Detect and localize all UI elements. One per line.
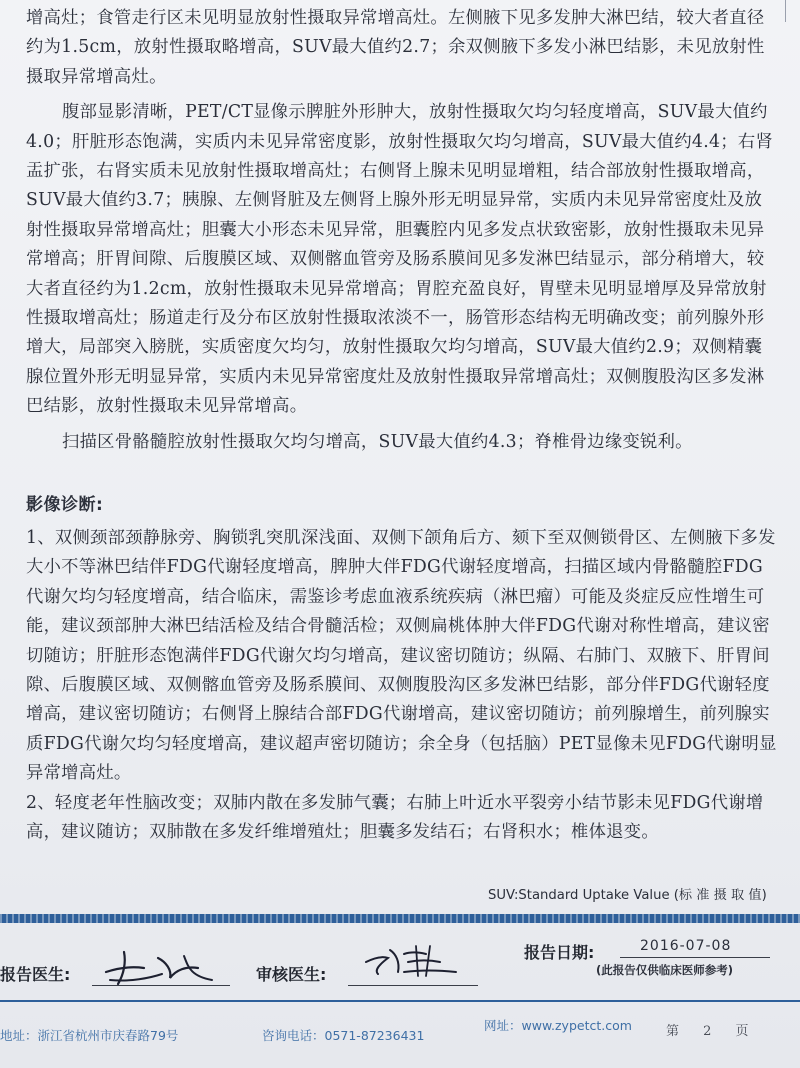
footer-address: 地址：浙江省杭州市庆春路79号 xyxy=(0,1028,179,1043)
report-doctor-signature xyxy=(100,944,230,990)
footer-phone: 咨询电话：0571-87236431 xyxy=(262,1028,425,1043)
findings-paragraph-abdomen: 腹部显影清晰，PET/CT显像示脾脏外形肿大，放射性摄取欠均匀轻度增高，SUV最大值约4.0；肝脏形态饱满，实质内未见异常密度影，放射性摄取欠均匀增高，SUV最大值约4.4；右肾盂扩张，右肾实质未见放射性摄取增高灶；右侧肾上腺未见明显增粗，结合部放射性摄取增高，SUV最大值约3.7；胰腺、左侧肾脏及左侧肾上腺外形无明显异常，实质内未见异常密度灶及放射性摄取异常增高灶；胆囊大小形态未见异常，胆囊腔内见多发点状致密影，放射性摄取未见异常增高；肝胃间隙、后腹膜区域、双侧髂血管旁及肠系膜间见多发淋巴结显示，部分稍增大，较大者直径约为1.2cm，放射性摄取未见异常增高；胃腔充盈良好，胃壁未见明显增厚及异常放射性摄取增高灶；肠道走行及分布区放射性摄取浓淡不一，肠管形态结构无明确改变；前列腺外形增大，局部突入膀胱，实质密度欠均匀，放射性摄取欠均匀增高，SUV最大值约2.9；双侧精囊腺位置外形无明显异常，实质内未见异常密度灶及放射性摄取异常增高灶；双侧腹股沟区多发淋巴结影，放射性摄取未见异常增高。 xyxy=(26,102,774,417)
findings-paragraph-bone: 扫描区骨骼髓腔放射性摄取欠均匀增高，SUV最大值约4.3；脊椎骨边缘变锐利。 xyxy=(62,431,693,452)
diagnosis-item-2: 2、轻度老年性脑改变；双肺内散在多发肺气囊；右肺上叶近水平裂旁小结节影未见FDG代谢增高，建议随访；双肺散在多发纤维增殖灶；胆囊多发结石；右肾积水；椎体退变。 xyxy=(26,792,764,843)
footer-website: 网址：www.zypetct.com xyxy=(484,1018,632,1033)
report-disclaimer: (此报告仅供临床医师参考) xyxy=(596,963,734,977)
findings-section xyxy=(26,4,778,457)
report-date-line xyxy=(620,957,770,958)
report-doctor-label: 报告医生: xyxy=(0,965,71,984)
margin-rule xyxy=(785,0,786,22)
report-date-value: 2016-07-08 xyxy=(640,938,732,954)
suv-definition-note: SUV:Standard Uptake Value (标 准 摄 取 值) xyxy=(488,888,767,903)
report-date-label: 报告日期: xyxy=(524,943,595,962)
diagnosis-title: 影像诊断: xyxy=(26,495,104,515)
signature-divider-band xyxy=(0,914,800,923)
review-doctor-signature-line xyxy=(348,985,478,986)
findings-paragraph-chest: 增高灶；食管走行区未见明显放射性摄取异常增高灶。左侧腋下见多发肿大淋巴结，较大者直径约为1.5cm，放射性摄取略增高，SUV最大值约2.7；余双侧腋下多发小淋巴结影，未见放射性摄取异常增高灶。 xyxy=(26,8,765,87)
review-doctor-signature xyxy=(360,940,470,984)
diagnosis-section xyxy=(26,524,778,847)
footer-rule xyxy=(0,1000,800,1002)
review-doctor-label: 审核医生: xyxy=(256,965,327,984)
diagnosis-item-1: 1、双侧颈部颈静脉旁、胸锁乳突肌深浅面、双侧下颌角后方、颏下至双侧锁骨区、左侧腋下多发大小不等淋巴结伴FDG代谢轻度增高，脾肿大伴FDG代谢轻度增高，扫描区域内骨骼髓腔FDG代谢欠均匀轻度增高，结合临床，需鉴诊考虑血液系统疾病（淋巴瘤）可能及炎症反应性增生可能，建议颈部肿大淋巴结活检及结合骨髓活检；双侧扁桃体肿大伴FDG代谢对称性增高，建议密切随访；肝脏形态饱满伴FDG代谢欠均匀增高，建议密切随访；纵隔、右肺门、双腋下、肝胃间隙、后腹膜区域、双侧髂血管旁及肠系膜间、双侧腹股沟区多发淋巴结影，部分伴FDG代谢轻度增高，建议密切随访；右侧肾上腺结合部FDG代谢增高，建议密切随访；前列腺增生，前列腺实质FDG代谢欠均匀轻度增高，建议超声密切随访；余全身（包括脑）PET显像未见FDG代谢明显异常增高灶。 xyxy=(26,528,777,784)
page-number: 第 2 页 xyxy=(666,1024,759,1039)
